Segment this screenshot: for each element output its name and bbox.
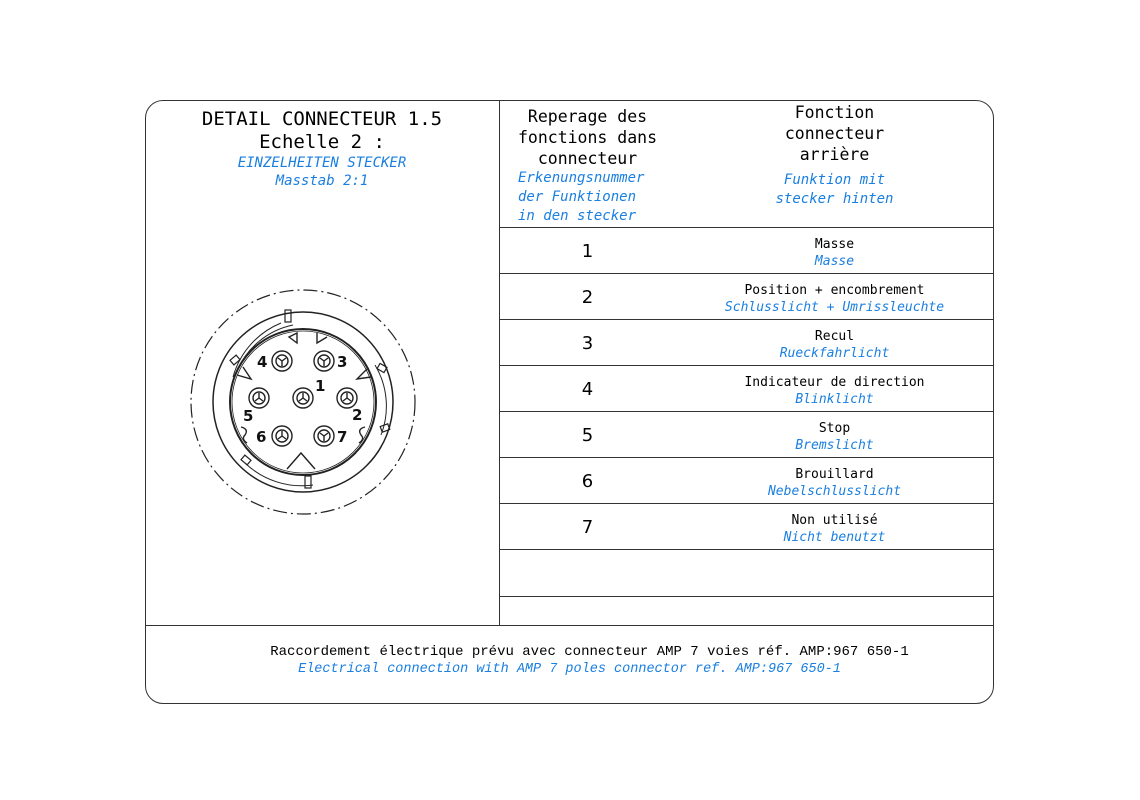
pin-number: 1	[581, 241, 594, 262]
pin-label-5: 5	[243, 407, 254, 425]
footer-note	[145, 644, 994, 678]
pin-1	[293, 388, 313, 408]
header-a-de-1: Erkenungsnummer	[518, 170, 645, 186]
function-fr: Position + encombrement	[744, 283, 925, 298]
outer-dashed-circle	[191, 290, 415, 514]
pin-label-7: 7	[337, 428, 348, 446]
housing-inner-ring	[230, 329, 376, 475]
footer-divider	[145, 625, 994, 626]
detail-title-block	[145, 108, 499, 190]
pin-number: 5	[581, 425, 594, 446]
pin-label-6: 6	[256, 428, 267, 446]
pin-function-table	[500, 227, 994, 619]
pin-number: 3	[581, 333, 594, 354]
column-header-pin-id	[500, 106, 675, 226]
table-row-empty	[500, 596, 994, 619]
pin-4	[272, 351, 292, 371]
title-de-line2: Masstab 2:1	[275, 173, 369, 189]
header-a-fr-2: fonctions dans	[517, 128, 658, 147]
table-row	[500, 319, 994, 365]
table-row	[500, 503, 994, 549]
table-row	[500, 411, 994, 457]
pin-5	[249, 388, 269, 408]
pin-label-2: 2	[352, 406, 363, 424]
table-row-empty	[500, 549, 994, 596]
connector-diagram	[185, 285, 425, 520]
pin-number: 7	[581, 517, 594, 538]
function-de: Blinklicht	[795, 392, 874, 407]
header-b-fr-2: connecteur	[784, 124, 885, 143]
function-de: Rueckfahrlicht	[779, 346, 890, 361]
pin-number: 6	[581, 471, 594, 492]
pin-label-4: 4	[257, 353, 268, 371]
function-fr: Stop	[818, 421, 851, 436]
header-b-de-2: stecker hinten	[775, 191, 894, 207]
pin-2	[337, 388, 357, 408]
header-b-fr-3: arrière	[799, 145, 870, 164]
title-fr-line1: DETAIL CONNECTEUR 1.5	[201, 108, 443, 130]
table-row	[500, 273, 994, 319]
table-row	[500, 227, 994, 273]
footer-note-en: Electrical connection with AMP 7 poles connector ref. AMP:967 650-1	[298, 662, 841, 677]
footer-note-fr: Raccordement électrique prévu avec connecteur AMP 7 voies réf. AMP:967 650-1	[270, 644, 909, 660]
function-de: Nebelschlusslicht	[767, 484, 902, 499]
function-de: Nicht benutzt	[783, 530, 886, 545]
pin-6	[272, 426, 292, 446]
table-row	[500, 365, 994, 411]
pin-number: 4	[581, 379, 594, 400]
housing-outer-ring	[213, 312, 393, 492]
pin-number: 2	[581, 287, 594, 308]
function-fr: Recul	[814, 329, 855, 344]
title-fr-line2: Echelle 2 :	[259, 131, 385, 153]
table-row	[500, 457, 994, 503]
header-a-de-3: in den stecker	[518, 208, 637, 224]
function-de: Masse	[814, 254, 855, 269]
function-de: Bremslicht	[795, 438, 874, 453]
header-a-fr-3: connecteur	[537, 149, 638, 168]
column-header-function	[675, 102, 994, 209]
title-de-line1: EINZELHEITEN STECKER	[237, 155, 407, 171]
header-a-de-2: der Funktionen	[518, 189, 637, 205]
header-b-de-1: Funktion mit	[783, 172, 886, 188]
function-fr: Non utilisé	[791, 513, 878, 528]
function-fr: Indicateur de direction	[744, 375, 925, 390]
function-fr: Masse	[814, 237, 855, 252]
pin-7	[314, 426, 334, 446]
function-fr: Brouillard	[795, 467, 874, 482]
header-a-fr-1: Reperage des	[527, 107, 648, 126]
pin-3	[314, 351, 334, 371]
header-b-fr-1: Fonction	[794, 103, 875, 122]
pin-label-1: 1	[315, 377, 326, 395]
pin-label-3: 3	[337, 353, 348, 371]
function-de: Schlusslicht + Umrissleuchte	[724, 300, 945, 315]
